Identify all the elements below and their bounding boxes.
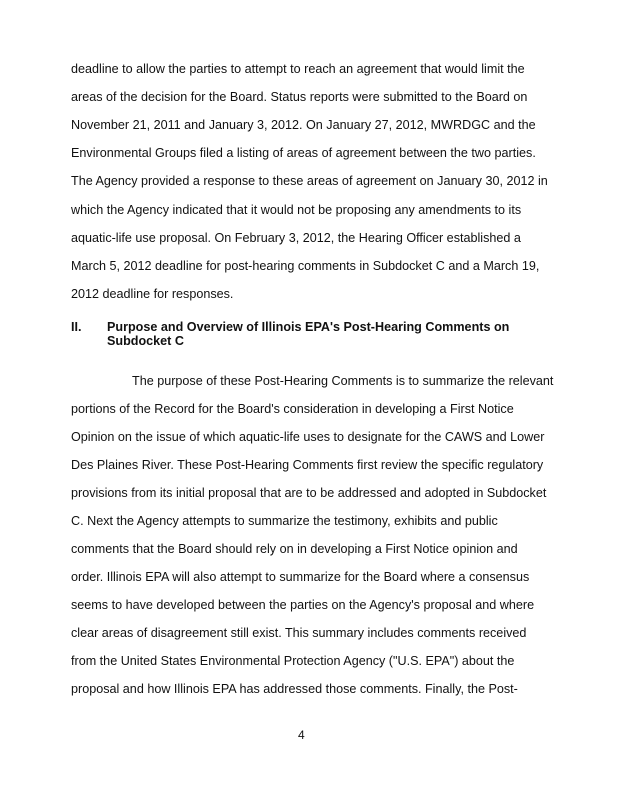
text-line: order. Illinois EPA will also attempt to summarize for the Board where a consensus: [71, 570, 530, 584]
text-line: Environmental Groups filed a listing of areas of agreement between the two parties.: [71, 146, 536, 160]
text-line: clear areas of disagreement still exist. This summary includes comments received: [71, 626, 527, 640]
section-number: II.: [71, 320, 82, 334]
text-line: March 5, 2012 deadline for post-hearing comments in Subdocket C and a March 19,: [71, 259, 540, 273]
text-line: portions of the Record for the Board's consideration in developing a First Notice: [71, 402, 514, 416]
text-line: 2012 deadline for responses.: [71, 287, 234, 301]
text-line: aquatic-life use proposal. On February 3, 2012, the Hearing Officer established a: [71, 231, 521, 245]
text-line: The Agency provided a response to these areas of agreement on January 30, 2012 in: [71, 174, 548, 188]
text-line: November 21, 2011 and January 3, 2012. On January 27, 2012, MWRDGC and the: [71, 118, 536, 132]
text-line: C. Next the Agency attempts to summarize the testimony, exhibits and public: [71, 514, 498, 528]
text-line: from the United States Environmental Protection Agency ("U.S. EPA") about the: [71, 654, 515, 668]
text-line: seems to have developed between the parties on the Agency's proposal and where: [71, 598, 535, 612]
text-line: proposal and how Illinois EPA has addressed those comments. Finally, the Post-: [71, 682, 518, 696]
page-number: 4: [298, 728, 305, 742]
section-heading: Purpose and Overview of Illinois EPA's Post-Hearing Comments on Subdocket C: [107, 320, 510, 348]
text-line: deadline to allow the parties to attempt to reach an agreement that would limit the: [71, 62, 525, 76]
text-line: comments that the Board should rely on in developing a First Notice opinion and: [71, 542, 518, 556]
text-line: The purpose of these Post-Hearing Comments is to summarize the relevant: [132, 374, 554, 388]
text-line: which the Agency indicated that it would not be proposing any amendments to its: [71, 203, 522, 217]
text-line: areas of the decision for the Board. Status reports were submitted to the Board on: [71, 90, 528, 104]
text-line: provisions from its initial proposal that are to be addressed and adopted in Subdocket: [71, 486, 547, 500]
text-line: Opinion on the issue of which aquatic-life uses to designate for the CAWS and Lower: [71, 430, 545, 444]
text-line: Des Plaines River. These Post-Hearing Comments first review the specific regulatory: [71, 458, 544, 472]
